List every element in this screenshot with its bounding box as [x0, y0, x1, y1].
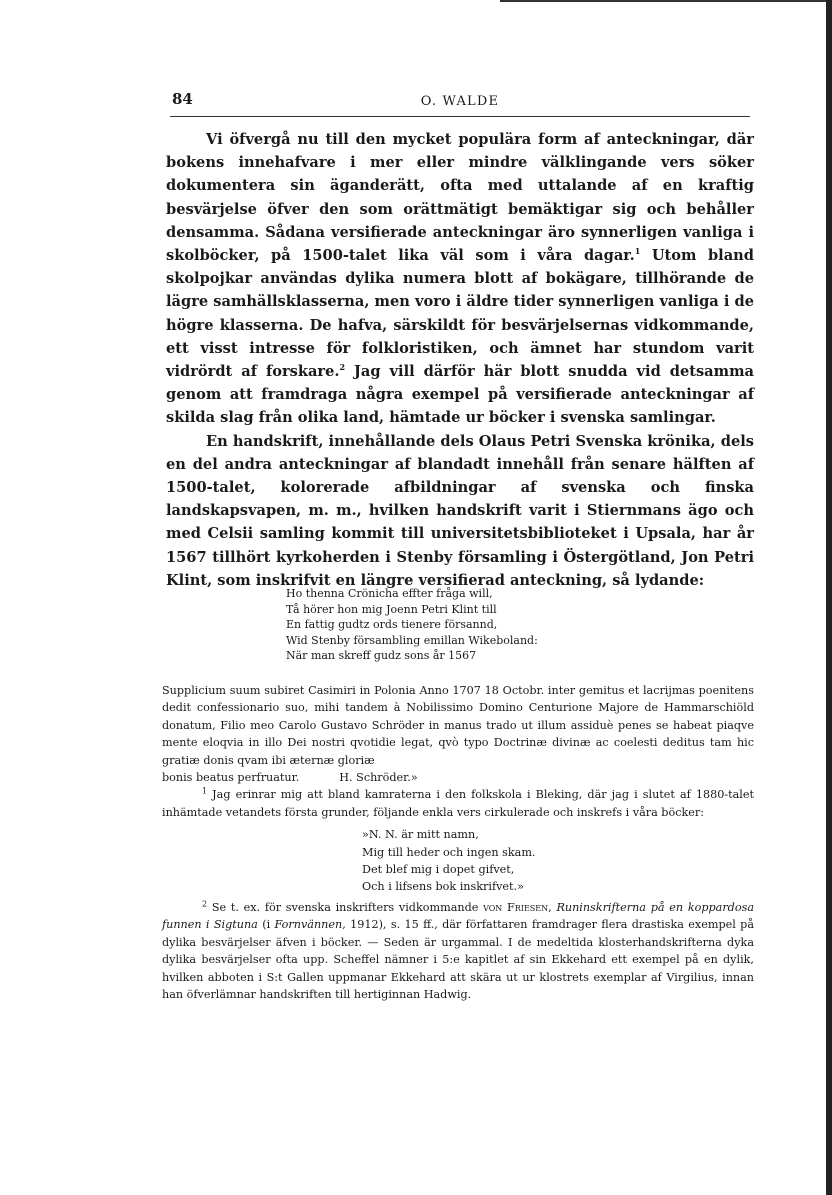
- verse-line: När man skreff gudz sons år 1567: [286, 649, 477, 662]
- scan-edge-top: [500, 0, 832, 2]
- verse-inscription: [286, 586, 626, 664]
- verse-line: Ho thenna Crönicha effter fråga will,: [286, 587, 493, 600]
- scan-edge-right: [826, 0, 832, 1195]
- folk-verse-line: Och i lifsens bok inskrifvet.»: [362, 880, 524, 894]
- folk-verse-line: »N. N. är mitt namn,: [362, 828, 479, 842]
- folk-verse-line: Det blef mig i dopet gifvet,: [362, 863, 515, 877]
- cited-journal: Fornvännen: [274, 918, 343, 932]
- latin-quotation: Supplicium suum subiret Casimiri in Polonia Anno 1707 18 Octobr. inter gemitus et lacrijmas poenitens dedit confessionario suo, mihi tandem à Nobilissimo Domino Centurione Majore de Hammarschiöld donatum, Filio meo Carolo Gustavo Schröder in manus trado ut illum assiduè penes se habeat piaqve mente eloqvia in illo Dei nostri qvotidie legat, qvò typo Doctrinæ divinæ ac coelesti deditus tam hic gratiæ donis qvam ibi æternæ gloriæ: [162, 684, 754, 767]
- folk-verse: [362, 826, 754, 896]
- cited-title: Runinskrifterna på en koppardosa funnen i Sigtuna: [162, 900, 754, 932]
- footnotes: [162, 682, 754, 1003]
- paragraph-2: En handskrift, innehållande dels Olaus Petri Svenska krönika, dels en del andra anteckningar af blandadt innehåll från senare hälften af 1500-talet, kolorerade afbildningar af svenska och finska landskapsvapen, m. m., hvilken handskrift varit i Stiernmans ägo och med Celsii samling kommit till universitetsbiblioteket i Upsala, har år 1567 tillhört kyrkoherden i Stenby församling i Östergötland, Jon Petri Klint, som inskrifvit en längre versifierad anteckning, så lydande:: [166, 432, 754, 589]
- verse-line: Wid Stenby försambling emillan Wikeboland:: [286, 633, 538, 647]
- footnote-1: $^1$ Jag erinrar mig att bland kamraterna i den folkskola i Bleking, där jag i slutet af 1880-talet inhämtade vetandets första grunder, följande enkla vers cirkulerade och inskrefs i våra böcker:: [162, 786, 754, 819]
- footnote-ref-1: 1: [634, 246, 641, 257]
- latin-last-line: bonis beatus perfruatur.: [162, 771, 300, 785]
- latin-signature: H. Schröder.»: [339, 771, 418, 785]
- cited-author: von Friesen: [483, 900, 549, 914]
- body-text: [166, 128, 754, 592]
- verse-line: Tå hörer hon mig Joenn Petri Klint till: [286, 602, 497, 616]
- page-number: 84: [172, 90, 193, 108]
- verse-line: En fattig gudtz ords tienere försannd,: [286, 618, 498, 631]
- footnote-mark-2: 2: [202, 899, 208, 909]
- footnote-2: $^2$ Se t. ex. för svenska inskrifters vidkommande von Friesen, Runinskrifterna på en koppardosa funnen i Sigtuna (i Fornvännen, 1912), s. 15 ff., där författaren framdrager flera drastiska exempel på dylika besvärjelser äfven i böcker. — Seden är urgammal. I de medeltida klosterhandskrifterna dyka dylika besvärjelser ofta upp. Scheffel nämner i 5:e kapitlet af sin Ekkehard ett exempel på en dylik, hvilken abboten i S:t Gallen uppmanar Ekkehard att skära ut ur klostrets exemplar af Virgilius, innan han öfverlämnar handskriften till hertiginnan Hadwig.: [162, 899, 754, 1001]
- footnote-ref-2: 2: [339, 362, 346, 373]
- page-header: [170, 90, 750, 117]
- running-head: O. WALDE: [420, 94, 500, 109]
- paragraph-1: Vi öfvergå nu till den mycket populära form af anteckningar, där bokens innehafvare i mer eller mindre välklingande vers söker dokumentera sin äganderätt, ofta med uttalande af en kraftig besvärjelse öfver den som orättmätigt bemäktigar sig och behåller densamma. Sådana versifierade anteckningar äro synnerligen vanliga i skolböcker, på 1500-talet lika väl som i våra dagar.$^1$ Utom bland skolpojkar användas dylika numera blott af bokägare, tillhörande de lägre samhällsklasserna, men voro i äldre tider synnerligen vanliga i de högre klasserna. De hafva, särskildt för besvärjelsernas vidkommande, ett visst intresse för folkloristiken, och ämnet har stundom varit vidrördt af forskare.$^2$ Jag vill därför här blott snudda vid detsamma genom att framdraga några exempel på versifierade anteckningar af skilda slag från olika land, hämtade ur böcker i svenska samlingar.: [166, 131, 755, 427]
- footnote-mark-1: 1: [202, 786, 208, 796]
- folk-verse-line: Mig till heder och ingen skam.: [362, 845, 536, 859]
